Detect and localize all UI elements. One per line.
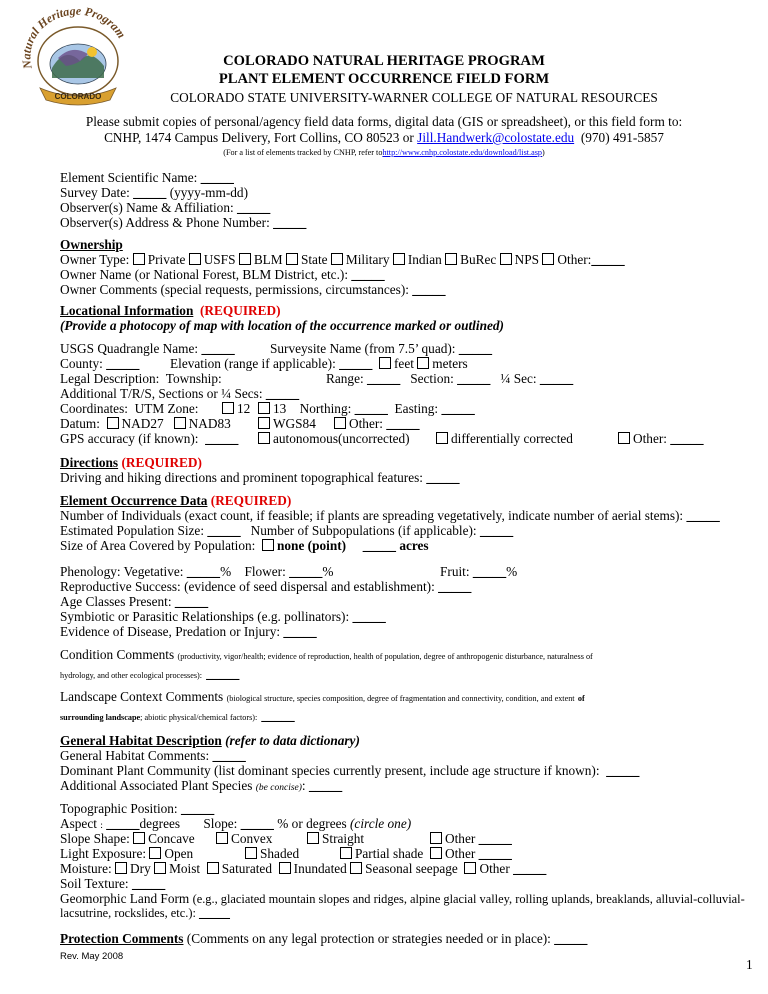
gps-row: GPS accuracy (if known): _____	[60, 431, 239, 446]
landscape-row-2: surrounding landscape; abiotic physical/chemical factors): _____	[60, 708, 295, 723]
surveysite-field[interactable]: _____	[458, 341, 493, 356]
owner-other-field[interactable]: _____	[591, 252, 625, 267]
eo-heading: Element Occurrence Data (REQUIRED)	[60, 493, 292, 508]
location-heading: Locational Information (REQUIRED)	[60, 303, 281, 318]
owner-comments-row: Owner Comments (special requests, permissions, circumstances): _____	[60, 282, 446, 297]
directions-field[interactable]: _____	[426, 470, 460, 485]
sci-name-field[interactable]: _____	[200, 170, 234, 185]
owner-indian-checkbox[interactable]	[393, 253, 405, 265]
directions-row: Driving and hiking directions and prominent topographical features: _____	[60, 470, 460, 485]
usgs-field[interactable]: _____	[201, 341, 235, 356]
survey-date-row: Survey Date: _____ (yyyy-mm-dd)	[60, 185, 248, 200]
address-row: Observer(s) Address & Phone Number: _____	[60, 215, 307, 230]
age-field[interactable]: _____	[174, 594, 209, 609]
slope-field[interactable]: _____	[240, 816, 274, 831]
logo-state-label: COLORADO	[54, 92, 102, 101]
disease-field[interactable]: _____	[283, 624, 317, 639]
gps-other-checkbox[interactable]	[618, 432, 630, 444]
owner-private-checkbox[interactable]	[133, 253, 145, 265]
additional-trs-field[interactable]: _____	[265, 386, 300, 401]
owner-nps-checkbox[interactable]	[500, 253, 512, 265]
gps-other: Other: _____	[618, 431, 704, 446]
straight-checkbox[interactable]	[307, 832, 319, 844]
owner-military-checkbox[interactable]	[331, 253, 343, 265]
email-link[interactable]: Jill.Handwerk@colostate.edu	[417, 130, 575, 145]
elevation-field[interactable]: _____	[339, 356, 373, 371]
northing-field[interactable]: _____	[354, 401, 388, 416]
seasonal-seepage-checkbox[interactable]	[350, 862, 362, 874]
utm-zone-13: 13 Northing: _____ Easting: _____	[258, 401, 475, 416]
elevation-row: Elevation (range if applicable): _____ feet meters	[170, 356, 468, 371]
owner-other-checkbox[interactable]	[542, 253, 554, 265]
owner-type-row: Owner Type: Private USFS BLM State Military Indian BuRec NPS Other:_____	[60, 252, 625, 267]
dry-checkbox[interactable]	[115, 862, 127, 874]
associated-field[interactable]: _____	[308, 778, 343, 793]
diff-corrected-checkbox[interactable]	[436, 432, 448, 444]
intro-line-1: Please submit copies of personal/agency field data forms, digital data (GIS or spreadsheet), or this field form to:	[85, 114, 683, 129]
moisture-row: Moisture: Dry Moist Saturated Inundated Seasonal seepage Other _____	[60, 861, 547, 876]
dominant-field[interactable]: _____	[606, 763, 640, 778]
habitat-heading: General Habitat Description (refer to data dictionary)	[60, 733, 360, 748]
gps-other-field[interactable]: _____	[670, 431, 704, 446]
form-subtitle: COLORADO STATE UNIVERSITY-WARNER COLLEGE OF NATURAL RESOURCES	[170, 90, 658, 105]
feet-checkbox[interactable]	[379, 357, 391, 369]
symbiotic-row: Symbiotic or Parasitic Relationships (e.g. pollinators): _____	[60, 609, 386, 624]
moisture-other-checkbox[interactable]	[464, 862, 476, 874]
landscape-row-1: Landscape Context Comments (biological structure, species composition, degree of fragmentation and connectivity, condition, and extent of	[60, 689, 585, 704]
subpops-field[interactable]: _____	[479, 523, 514, 538]
owner-state-checkbox[interactable]	[286, 253, 298, 265]
range-row: Range: _____ Section: _____ ¼ Sec: _____	[326, 371, 574, 386]
easting-field[interactable]: _____	[441, 401, 475, 416]
legal-row: Legal Description: Township:	[60, 371, 222, 386]
coordinates-row: Coordinates: UTM Zone:	[60, 401, 199, 416]
location-subheading: (Provide a photocopy of map with location of the occurrence marked or outlined)	[60, 318, 504, 333]
datum-other: Other: _____	[334, 416, 420, 431]
directions-heading: Directions (REQUIRED)	[60, 455, 202, 470]
saturated-checkbox[interactable]	[207, 862, 219, 874]
geomorph-row-1: Geomorphic Land Form (e.g., glaciated mountain slopes and ridges, alpine glacial valley, rolling uplands, breaklands, alluvial-colluvial-	[60, 891, 745, 906]
topo-field[interactable]: _____	[180, 801, 215, 816]
vegetative-field[interactable]: _____	[186, 564, 221, 579]
convex-opt: Convex	[216, 831, 272, 846]
page-number: 1	[746, 957, 753, 972]
surveysite-row: Surveysite Name (from 7.5’ quad): _____	[270, 341, 493, 356]
concave-checkbox[interactable]	[133, 832, 145, 844]
meters-checkbox[interactable]	[417, 357, 429, 369]
datum-row-2: WGS84	[258, 416, 316, 431]
acres-field[interactable]: _____	[362, 538, 396, 553]
owner-name-field[interactable]: _____	[351, 267, 385, 282]
condition-field[interactable]: _____	[206, 666, 240, 681]
sci-name-row: Element Scientific Name: _____	[60, 170, 234, 185]
disease-row: Evidence of Disease, Predation or Injury: _____	[60, 624, 317, 639]
dominant-row: Dominant Plant Community (list dominant species currently present, include age structure if known): _____	[60, 763, 640, 778]
autonomous-checkbox[interactable]	[258, 432, 270, 444]
aspect-field[interactable]: _____	[106, 816, 140, 831]
convex-checkbox[interactable]	[216, 832, 228, 844]
fruit-field[interactable]: _____	[472, 564, 507, 579]
geomorph-row-2: lacsutrine, rockslides, etc.): _____	[60, 906, 230, 920]
list-url-link[interactable]: http://www.cnhp.colostate.edu/download/list.asp	[382, 148, 542, 157]
range-field[interactable]: _____	[367, 371, 401, 386]
condition-row-1: Condition Comments (productivity, vigor/health; evidence of reproduction, health of population, degree of anthropogenic disturbance, naturalness of	[60, 647, 593, 662]
moisture-other-field[interactable]: _____	[513, 861, 547, 876]
repro-field[interactable]: _____	[438, 579, 472, 594]
inundated-checkbox[interactable]	[279, 862, 291, 874]
owner-comments-field[interactable]: _____	[412, 282, 446, 297]
population-row: Estimated Population Size: _____ Number of Subpopulations (if applicable): _____	[60, 523, 514, 538]
soil-field[interactable]: _____	[131, 876, 166, 891]
fruit-row: Fruit: _____%	[440, 564, 518, 579]
zone-13-checkbox[interactable]	[258, 402, 270, 414]
slope-shape-label: Slope Shape: Concave	[60, 831, 195, 846]
partial-shade-checkbox[interactable]	[340, 847, 352, 859]
owner-name-row: Owner Name (or National Forest, BLM District, etc.): _____	[60, 267, 385, 282]
form-title-2: PLANT ELEMENT OCCURRENCE FIELD FORM	[218, 71, 550, 87]
owner-burec-checkbox[interactable]	[445, 253, 457, 265]
ownership-heading: Ownership	[60, 237, 123, 252]
habitat-comments-field[interactable]: _____	[212, 748, 246, 763]
age-row: Age Classes Present: _____	[60, 594, 209, 609]
soil-row: Soil Texture: _____	[60, 876, 166, 891]
flower-field[interactable]: _____	[289, 564, 323, 579]
county-row: County: _____	[60, 356, 140, 371]
partial-opt: Partial shade	[340, 846, 423, 861]
open-checkbox[interactable]	[149, 847, 161, 859]
protection-row: Protection Comments (Comments on any legal protection or strategies needed or in place): _____	[60, 931, 588, 946]
additional-trs-row: Additional T/R/S, Sections or ¼ Secs: _____	[60, 386, 300, 401]
address-field[interactable]: _____	[273, 215, 307, 230]
intro-line-2: CNHP, 1474 Campus Delivery, Fort Collins, CO 80523 or Jill.Handwerk@colostate.edu (970) 491-5857	[104, 130, 664, 145]
observer-field[interactable]: _____	[237, 200, 271, 215]
gps-auto: autonomous(uncorrected)	[258, 431, 410, 446]
light-other-opt: Other _____	[430, 846, 512, 861]
section-field[interactable]: _____	[457, 371, 491, 386]
condition-row-2: hydrology, and other ecological processes): _____	[60, 666, 240, 681]
light-other-field[interactable]: _____	[478, 846, 512, 861]
shape-other-field[interactable]: _____	[478, 831, 512, 846]
form-title-1: COLORADO NATURAL HERITAGE PROGRAM	[223, 53, 545, 69]
survey-date-field[interactable]: _____	[133, 185, 167, 200]
quarter-section-field[interactable]: _____	[539, 371, 574, 386]
straight-opt: Straight	[307, 831, 364, 846]
gps-diff: differentially corrected	[436, 431, 573, 446]
phenology-row: Phenology: Vegetative: _____% Flower: _____%	[60, 564, 334, 579]
topo-row: Topographic Position: _____	[60, 801, 215, 816]
aspect-row: Aspect : _____degrees Slope: _____ % or degrees (circle one)	[60, 816, 412, 831]
shaded-checkbox[interactable]	[245, 847, 257, 859]
area-row: Size of Area Covered by Population: none (point) _____ acres	[60, 538, 429, 553]
nad83-checkbox[interactable]	[174, 417, 186, 429]
associated-row: Additional Associated Plant Species (be concise): _____	[60, 778, 343, 793]
revision-label: Rev. May 2008	[60, 951, 124, 962]
geomorph-field[interactable]: _____	[199, 906, 230, 920]
light-label: Light Exposure: Open	[60, 846, 194, 861]
intro-note: (For a list of elements tracked by CNHP, refer tohttp://www.cnhp.colostate.edu/download/list.asp)	[223, 148, 545, 157]
light-other-checkbox[interactable]	[430, 847, 442, 859]
protection-field[interactable]: _____	[554, 931, 588, 946]
owner-usfs-checkbox[interactable]	[189, 253, 201, 265]
habitat-comments-row: General Habitat Comments: _____	[60, 748, 246, 763]
individuals-row: Number of Individuals (exact count, if feasible; if plants are spreading vegetatively, indicate number of aerial stems): _____	[60, 508, 720, 523]
logo-ring-text: Natural Heritage Program	[19, 6, 129, 71]
usgs-row: USGS Quadrangle Name: _____	[60, 341, 235, 356]
shape-other-opt: Other _____	[430, 831, 512, 846]
gps-accuracy-field[interactable]: _____	[205, 431, 239, 446]
individuals-field[interactable]: _____	[686, 508, 720, 523]
moist-checkbox[interactable]	[154, 862, 166, 874]
none-point-checkbox[interactable]	[262, 539, 274, 551]
pop-size-field[interactable]: _____	[207, 523, 241, 538]
repro-row: Reproductive Success: (evidence of seed dispersal and establishment): _____	[60, 579, 472, 594]
shaded-opt: Shaded	[245, 846, 299, 861]
datum-other-checkbox[interactable]	[334, 417, 346, 429]
landscape-field[interactable]: _____	[261, 708, 295, 723]
symbiotic-field[interactable]: _____	[352, 609, 386, 624]
wgs84-checkbox[interactable]	[258, 417, 270, 429]
county-field[interactable]: _____	[106, 356, 140, 371]
shape-other-checkbox[interactable]	[430, 832, 442, 844]
zone-12-checkbox[interactable]	[222, 402, 234, 414]
datum-row: Datum: NAD27 NAD83	[60, 416, 231, 431]
datum-other-field[interactable]: _____	[386, 416, 420, 431]
nad27-checkbox[interactable]	[107, 417, 119, 429]
utm-zone-options: 12	[222, 401, 250, 416]
owner-blm-checkbox[interactable]	[239, 253, 251, 265]
observer-row: Observer(s) Name & Affiliation: _____	[60, 200, 271, 215]
